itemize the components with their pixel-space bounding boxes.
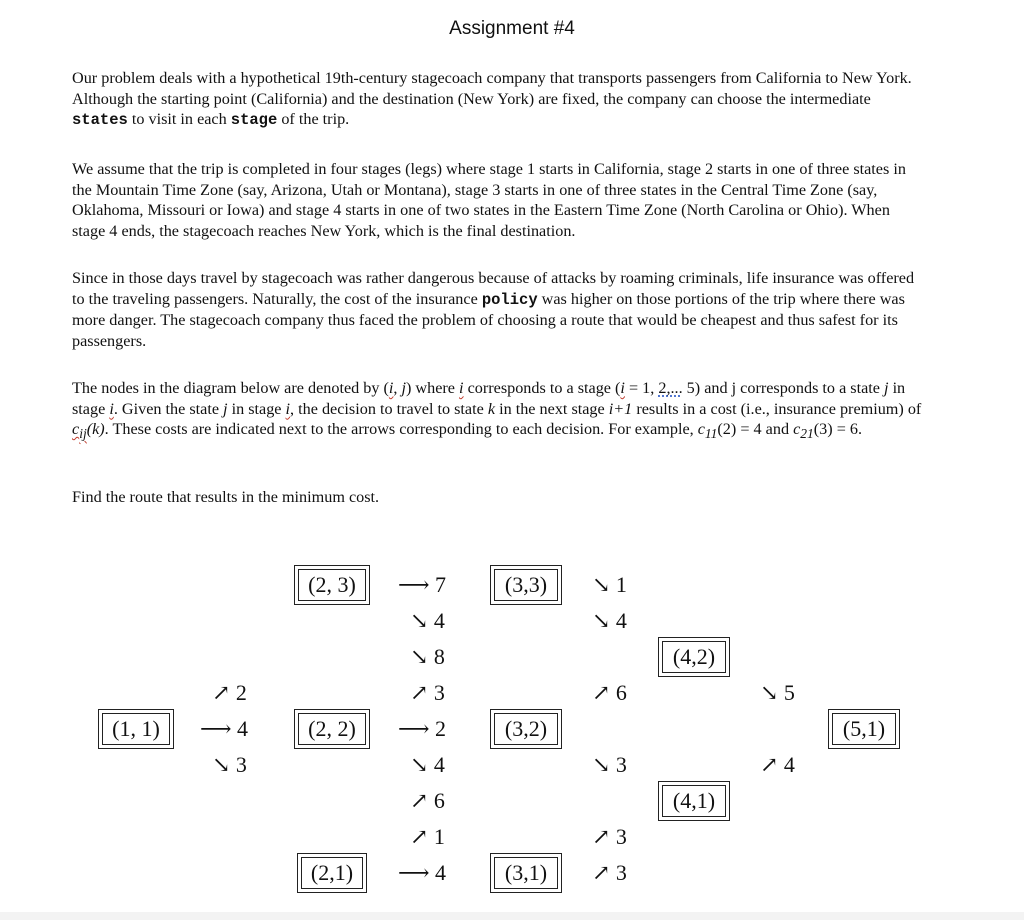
cost-label: ⟶ 7 bbox=[398, 572, 447, 597]
cost-label: ↘ 3 bbox=[592, 752, 627, 777]
cost-label: ↗ 2 bbox=[212, 680, 247, 705]
node-1-1: (1, 1) bbox=[98, 709, 174, 749]
cost-label: ↘ 4 bbox=[410, 752, 445, 777]
cost-label: ⟶ 2 bbox=[398, 716, 447, 741]
page-bottom-edge bbox=[0, 912, 1024, 920]
cost-label: ↗ 3 bbox=[592, 824, 627, 849]
cost-label: ↘ 3 bbox=[212, 752, 247, 777]
cost-label: ↗ 3 bbox=[410, 680, 445, 705]
cost-label: ↗ 6 bbox=[410, 788, 445, 813]
node-2-2: (2, 2) bbox=[294, 709, 370, 749]
cost-label: ↘ 5 bbox=[760, 680, 795, 705]
cost-label: ↘ 1 bbox=[592, 572, 627, 597]
cost-label: ↘ 4 bbox=[592, 608, 627, 633]
cost-label: ↘ 8 bbox=[410, 644, 445, 669]
cost-label: ↗ 6 bbox=[592, 680, 627, 705]
paragraph-stages: We assume that the trip is completed in four stages (legs) where stage 1 starts in California, stage 2 starts in one of three states in the Mountain Time Zone (say, Arizona, Utah or Montana), stage 3 starts in one of three states in the Central Time Zone (say, Oklahoma, Missouri or Iowa) and stage 4 starts in one of two states in the Eastern Time Zone (North Carolina or Ohio). When stage 4 ends, the stagecoach reaches New York, which is the final destination. bbox=[72, 160, 906, 240]
node-4-2: (4,2) bbox=[658, 637, 730, 677]
paragraph-question: Find the route that results in the minimum cost. bbox=[72, 488, 380, 506]
page-title: Assignment #4 bbox=[449, 18, 575, 39]
cost-label: ⟶ 4 bbox=[200, 716, 249, 741]
node-3-3: (3,3) bbox=[490, 565, 562, 605]
paragraph-intro: Our problem deals with a hypothetical 19th-century stagecoach company that transports passengers from California to New York. Although the starting point (California) and the destination (New York) are fixed, the company can choose the intermediate states to visit in each stage of the trip. bbox=[72, 69, 912, 129]
cost-label: ⟶ 4 bbox=[398, 860, 447, 885]
node-2-3: (2, 3) bbox=[294, 565, 370, 605]
cost-label: ↗ 3 bbox=[592, 860, 627, 885]
node-3-1: (3,1) bbox=[490, 853, 562, 893]
node-5-1: (5,1) bbox=[828, 709, 900, 749]
cost-label: ↘ 4 bbox=[410, 608, 445, 633]
node-4-1: (4,1) bbox=[658, 781, 730, 821]
node-2-1: (2,1) bbox=[297, 853, 367, 893]
paragraph-insurance: Since in those days travel by stagecoach was rather dangerous because of attacks by roaming criminals, life insurance was offered to the traveling passengers. Naturally, the cost of the insurance policy was higher on those portions of the trip where there was more danger. The stagecoach company thus faced the problem of choosing a route that would be cheapest and thus safest for its passengers. bbox=[72, 269, 915, 350]
paragraph-notation: The nodes in the diagram below are denoted by (i, j) where i corresponds to a stage (i = 1, 2,... 5) and j corresponds to a state j in stage i. Given the state j in stage i, the decision to travel to state k in the next stage i+1 results in a cost (i.e., insurance premium) of $c_{ij}(k)$. These costs are indicated next to the arrows corresponding to each decision. For example, $c_{11}(2) = 4$ and $c_{21}(3) = 6$. bbox=[72, 379, 922, 442]
node-3-2: (3,2) bbox=[490, 709, 562, 749]
cost-label: ↗ 4 bbox=[760, 752, 795, 777]
cost-label: ↗ 1 bbox=[410, 824, 445, 849]
